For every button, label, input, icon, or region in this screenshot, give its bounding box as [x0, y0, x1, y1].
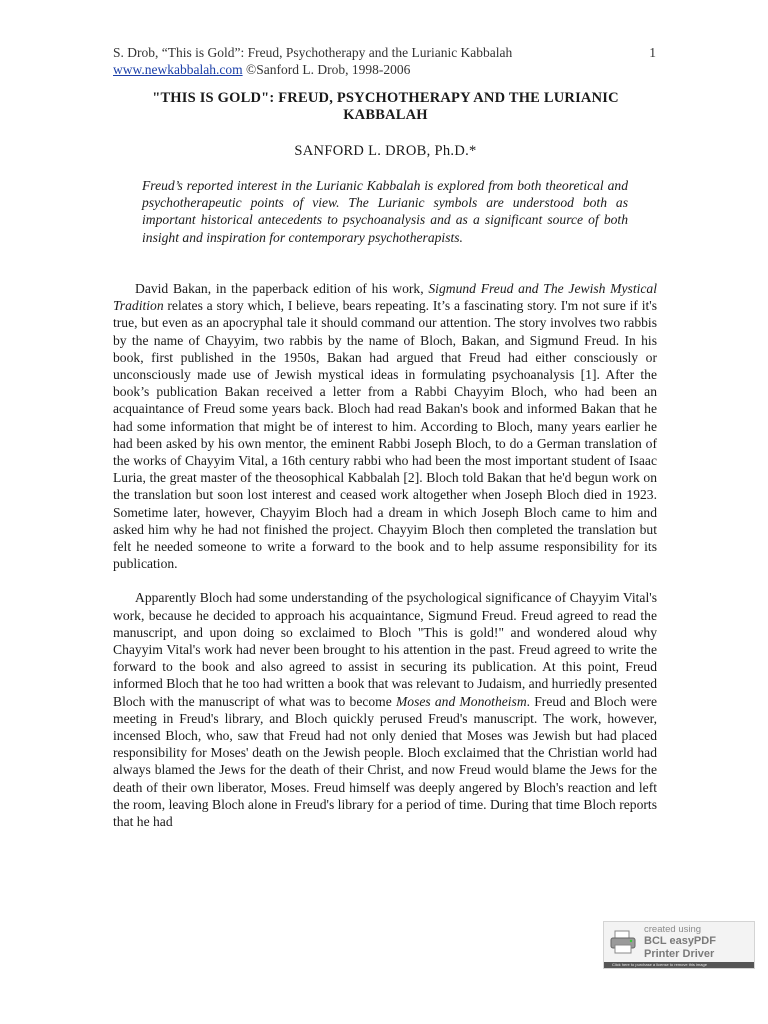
article-body — [113, 280, 657, 847]
page-number: 1 — [649, 45, 656, 60]
paragraph-1 — [113, 280, 657, 572]
author-line: SANFORD L. DROB, Ph.D.* — [294, 143, 477, 159]
watermark-line-3: Printer Driver — [644, 948, 715, 960]
printer-icon — [610, 930, 636, 954]
paragraph-2-text-a: Apparently Bloch had some understanding of the psychological significance of Chayyim Vital's work, because he decided to approach his acquaintance, Sigmund Freud. Freud agreed to read the manuscript, and upon doing so exclaimed to Bloch "This is gold!" and wondered aloud why Chayyim Vital's work had never been brought to his attention in the past. Freud agreed to write the forward to the book and also agreed to assist in securing its publication. At this point, Freud informed Bloch that he too had written a book that was relevant to Judaism, and hurriedly presented Bloch with the manuscript of what was to become — [113, 590, 657, 709]
paragraph-2 — [113, 589, 657, 830]
page-header — [113, 44, 658, 78]
paragraph-1-text-b: relates a story which, I believe, bears repeating. It’s a fascinating story. I'm not sure if it's true, but even as an apocryphal tale it should command our attention. The story involves two rabbis by the name of Chayyim, two rabbis by the name of Bloch, Bakan, and Sigmund Freud. In his book, first published in the 1950s, Bakan had argued that Freud had either consciously or unconsciously made use of Jewish mystical ideas in formulating psychoanalysis [1]. After the book’s publication Bakan received a letter from a Rabbi Chayyim Bloch, who had been an acquaintance of Freud some years back. Bloch had read Bakan's book and informed Bakan that he had some information that might be of interest to him. According to Bloch, many years earlier he had been asked by his own mentor, the eminent Rabbi Joseph Bloch, to do a German translation of the works of Chayyim Vital, a 16th century rabbi who had been the most important student of Isaac Luria, the great master of the theosophical Kabbalah [2]. Bloch told Bakan that he'd begun work on the translation but soon lost interest and ceased work altogether when Joseph Bloch died in 1923. Sometime later, however, Chayyim Bloch had a dream in which Joseph Bloch came to him and asked him why he had not finished the project. Chayyim Bloch then completed the translation but felt he needed someone to write a forward to the book and to help assume responsibility for its publication. — [113, 298, 657, 572]
header-second-line — [113, 61, 658, 78]
paragraph-1-text-a: David Bakan, in the paperback edition of his work, — [135, 281, 429, 296]
copyright-notice: ©Sanford L. Drob, 1998-2006 — [245, 62, 411, 77]
book-title-bakan: Sigmund Freud and The Jewish Mystical Tradition — [113, 281, 657, 314]
article-title: "THIS IS GOLD": FREUD, PSYCHOTHERAPY AND THE LURIANIC KABBALAH — [152, 90, 619, 123]
abstract: Freud’s reported interest in the Lurianic Kabbalah is explored from both theoretical and psychotherapeutic points of view. The Lurianic symbols are understood both as important historical antecedents to psychoanalysis and as a significant source of both insight and inspiration for contemporary psychotherapists. — [142, 178, 628, 245]
watermark-footer: Click here to purchase a license to remove this image — [604, 962, 754, 968]
pdf-creator-watermark[interactable] — [603, 921, 755, 969]
paragraph-2-text-b: . Freud and Bloch were meeting in Freud's library, and Bloch quickly perused Freud's manuscript. The work, however, incensed Bloch, who, saw that Freud had not only denied that Moses was Jewish but had placed responsibility for Moses' death on the Jewish people. Bloch exclaimed that the Christian world had always blamed the Jews for the death of their Christ, and now Freud would blame the Jews for the death of their own liberator, Moses. Freud himself was deeply angered by Bloch's reaction and left the room, leaving Bloch alone in Freud's library for a period of time. During that time Bloch reports that he had — [113, 693, 657, 830]
book-title-moses: Moses and Monotheism — [395, 693, 527, 709]
watermark-line-1: created using — [644, 924, 702, 935]
running-title: S. Drob, “This is Gold”: Freud, Psychotherapy and the Lurianic Kabbalah — [113, 45, 513, 60]
watermark-line-2: BCL easyPDF — [644, 935, 716, 947]
website-link[interactable]: www.newkabbalah.com — [113, 62, 243, 77]
